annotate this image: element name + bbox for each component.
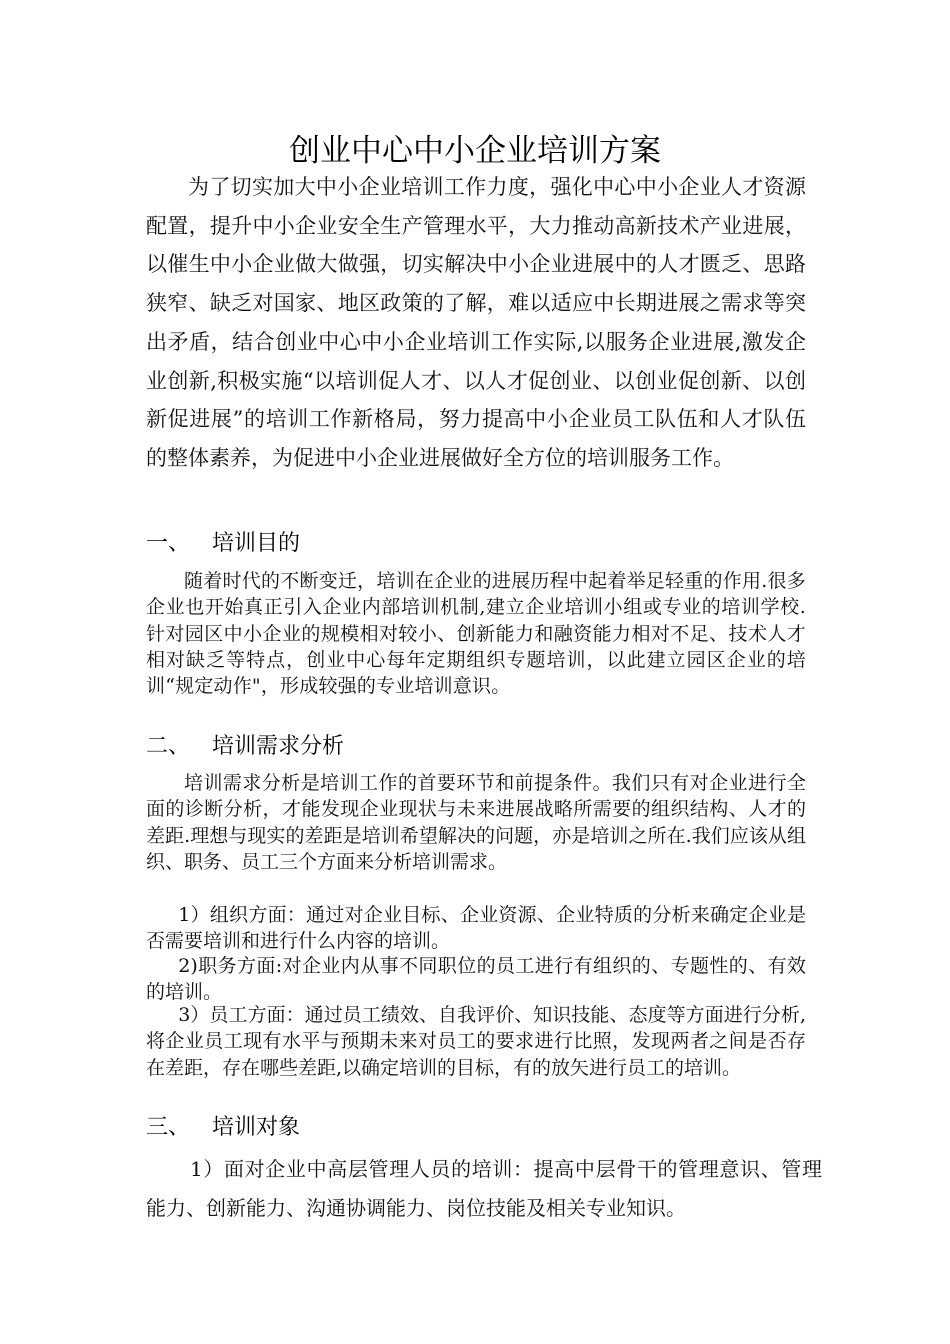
list-item: 2)职务方面:对企业内从事不同职位的员工进行有组织的、专题性的、有效的培训。 bbox=[146, 955, 806, 1004]
section-heading-1 bbox=[146, 528, 806, 560]
section-number: 二、 bbox=[146, 734, 191, 759]
list-item: 1）组织方面：通过对企业目标、企业资源、企业特质的分析来确定企业是否需要培训和进行什么内容的培训。 bbox=[146, 904, 806, 953]
section-heading-3 bbox=[146, 1112, 806, 1144]
list-item: 1）面对企业中高层管理人员的培训：提高中层骨干的管理意识、管理能力、创新能力、沟通协调能力、岗位技能及相关专业知识。 bbox=[146, 1157, 822, 1220]
section-1-paragraph: 随着时代的不断变迁，培训在企业的进展历程中起着举足轻重的作用.很多企业也开始真正引入企业内部培训机制,建立企业培训小组或专业的培训学校.针对园区中小企业的规模相对较小、创新能力和融资能力相对不足、技术人才相对缺乏等特点，创业中心每年定期组织专题培训，以此建立园区企业的培训“规定动作"，形成较强的专业培训意识。 bbox=[146, 570, 806, 698]
section-title: 培训需求分析 bbox=[212, 734, 345, 759]
list-item: 3）员工方面：通过员工绩效、自我评价、知识技能、态度等方面进行分析,将企业员工现有水平与预期未来对员工的要求进行比照，发现两者之间是否存在差距，存在哪些差距,以确定培训的目标，有的放矢进行员工的培训。 bbox=[146, 1004, 806, 1079]
section-number: 一、 bbox=[146, 531, 191, 556]
section-heading-2 bbox=[146, 731, 806, 763]
section-title: 培训目的 bbox=[212, 531, 301, 556]
document-title: 创业中心中小企业培训方案 bbox=[289, 133, 661, 169]
section-number: 三、 bbox=[146, 1115, 191, 1140]
intro-paragraph: 为了切实加大中小企业培训工作力度，强化中心中小企业人才资源配置，提升中小企业安全生产管理水平，大力推动高新技术产业进展，以催生中小企业做大做强，切实解决中小企业进展中的人才匮乏、思路狭窄、缺乏对国家、地区政策的了解，难以适应中长期进展之需求等突出矛盾，结合创业中心中小企业培训工作实际,以服务企业进展,激发企业创新,积极实施“以培训促人才、以人才促创业、以创业促创新、以创新促进展”的培训工作新格局，努力提高中小企业员工队伍和人才队伍的整体素养，为促进中小企业进展做好全方位的培训服务工作。 bbox=[146, 175, 806, 470]
section-title: 培训对象 bbox=[212, 1115, 301, 1140]
section-2-paragraph: 培训需求分析是培训工作的首要环节和前提条件。我们只有对企业进行全面的诊断分析，才能发现企业现状与未来进展战略所需要的组织结构、人才的差距.理想与现实的差距是培训希望解决的问题，亦是培训之所在.我们应该从组织、职务、员工三个方面来分析培训需求。 bbox=[146, 772, 806, 873]
